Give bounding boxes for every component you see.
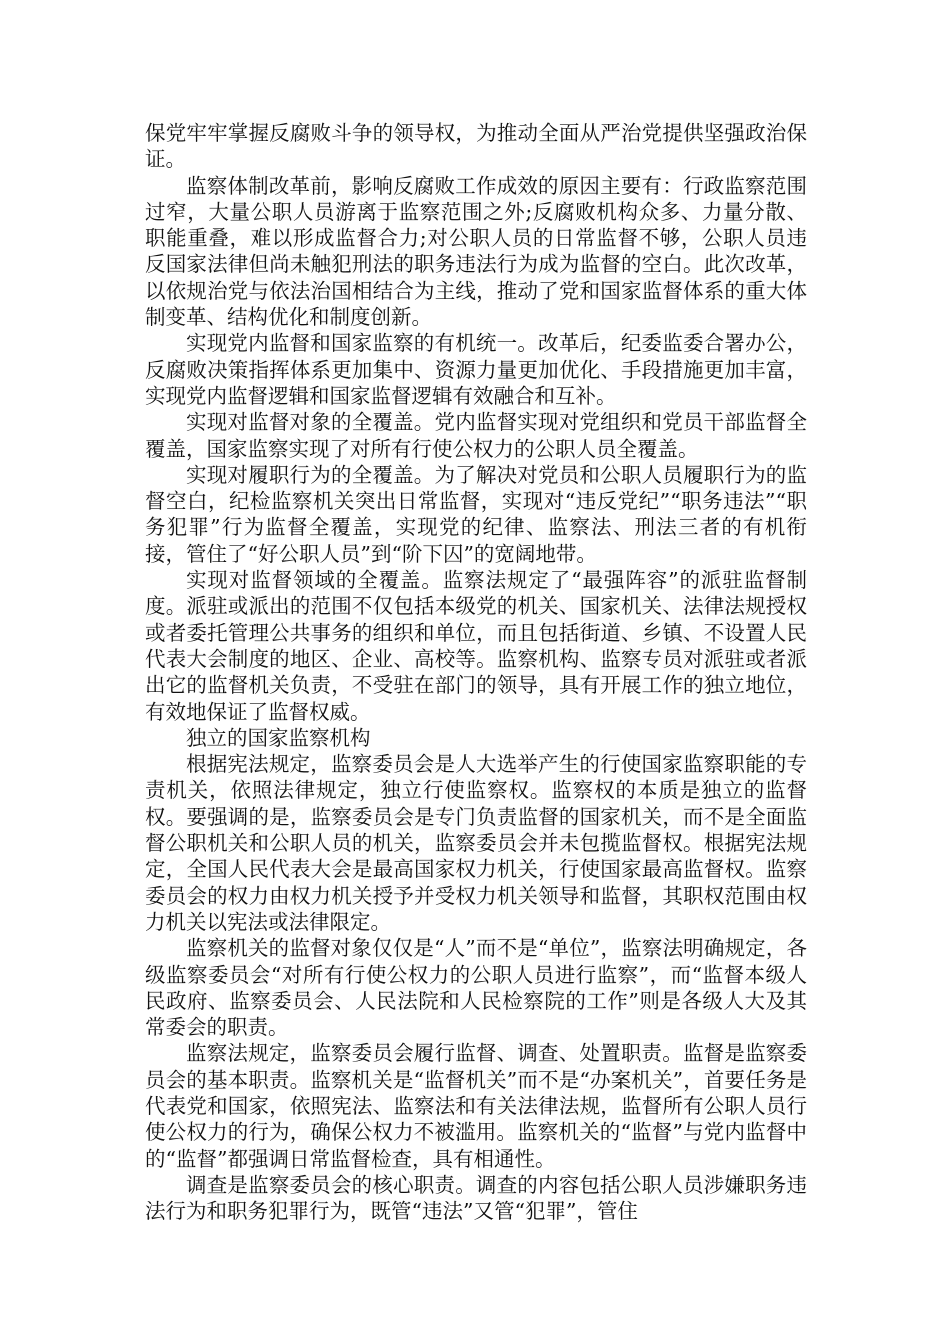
document-body (145, 120, 807, 1224)
paragraph-duties: 监察法规定，监察委员会履行监督、调查、处置职责。监督是监察委员会的基本职责。监察机关是“监督机关”而不是“办案机关”，首要任务是代表党和国家，依照宪法、监察法和有关法律法规，监督所有公职人员行使公权力的行为，确保公权力不被滥用。监察机关的“监督”与党内监督中的“监督”都强调日常监督检查，具有相通性。 (145, 1041, 807, 1171)
paragraph-continuation: 保党牢牢掌握反腐败斗争的领导权，为推动全面从严治党提供坚强政治保证。 (145, 121, 807, 172)
paragraph-supervision-objects: 监察机关的监督对象仅仅是“人”而不是“单位”，监察法明确规定，各级监察委员会“对所有行使公权力的公职人员进行监察”，而“监督本级人民政府、监察委员会、人民法院和人民检察院的工作”则是各级人大及其常委会的职责。 (145, 936, 807, 1040)
paragraph-reform-causes: 监察体制改革前，影响反腐败工作成效的原因主要有：行政监察范围过窄，大量公职人员游离于监察范围之外;反腐败机构众多、力量分散、职能重叠，难以形成监督合力;对公职人员的日常监督不够，公职人员违反国家法律但尚未触犯刑法的职务违法行为成为监督的空白。此次改革，以依规治党与依法治国相结合为主线，推动了党和国家监督体系的重大体制变革、结构优化和制度创新。 (145, 173, 807, 330)
paragraph-target-coverage: 实现对监督对象的全覆盖。党内监督实现对党组织和党员干部监督全覆盖，国家监察实现了对所有行使公权力的公职人员全覆盖。 (145, 410, 807, 461)
paragraph-constitution: 根据宪法规定，监察委员会是人大选举产生的行使国家监察职能的专责机关，依照法律规定，独立行使监察权。监察权的本质是独立的监督权。要强调的是，监察委员会是专门负责监督的国家机关，而不是全面监督公职机关和公职人员的机关，监察委员会并未包揽监督权。根据宪法规定，全国人民代表大会是最高国家权力机关，行使国家最高监督权。监察委员会的权力由权力机关授予并受权力机关领导和监督，其职权范围由权力机关以宪法或法律限定。 (145, 752, 807, 934)
paragraph-unified-supervision: 实现党内监督和国家监察的有机统一。改革后，纪委监委合署办公，反腐败决策指挥体系更加集中、资源力量更加优化、手段措施更加丰富，实现党内监督逻辑和国家监督逻辑有效融合和互补。 (145, 331, 807, 408)
paragraph-investigation: 调查是监察委员会的核心职责。调查的内容包括公职人员涉嫌职务违法行为和职务犯罪行为，既管“违法”又管“犯罪”，管住 (145, 1172, 807, 1224)
section-heading: 独立的国家监察机构 (186, 725, 371, 750)
paragraph-duty-coverage: 实现对履职行为的全覆盖。为了解决对党员和公职人员履职行为的监督空白，纪检监察机关突出日常监督，实现对“违反党纪”“职务违法”“职务犯罪”行为监督全覆盖，实现党的纪律、监察法、刑法三者的有机衔接，管住了“好公职人员”到“阶下囚”的宽阔地带。 (145, 462, 807, 566)
paragraph-field-coverage: 实现对监督领域的全覆盖。监察法规定了“最强阵容”的派驻监督制度。派驻或派出的范围不仅包括本级党的机关、国家机关、法律法规授权或者委托管理公共事务的组织和单位，而且包括街道、乡镇、不设置人民代表大会制度的地区、企业、高校等。监察机构、监察专员对派驻或者派出它的监督机关负责，不受驻在部门的领导，具有开展工作的独立地位，有效地保证了监督权威。 (145, 568, 807, 724)
